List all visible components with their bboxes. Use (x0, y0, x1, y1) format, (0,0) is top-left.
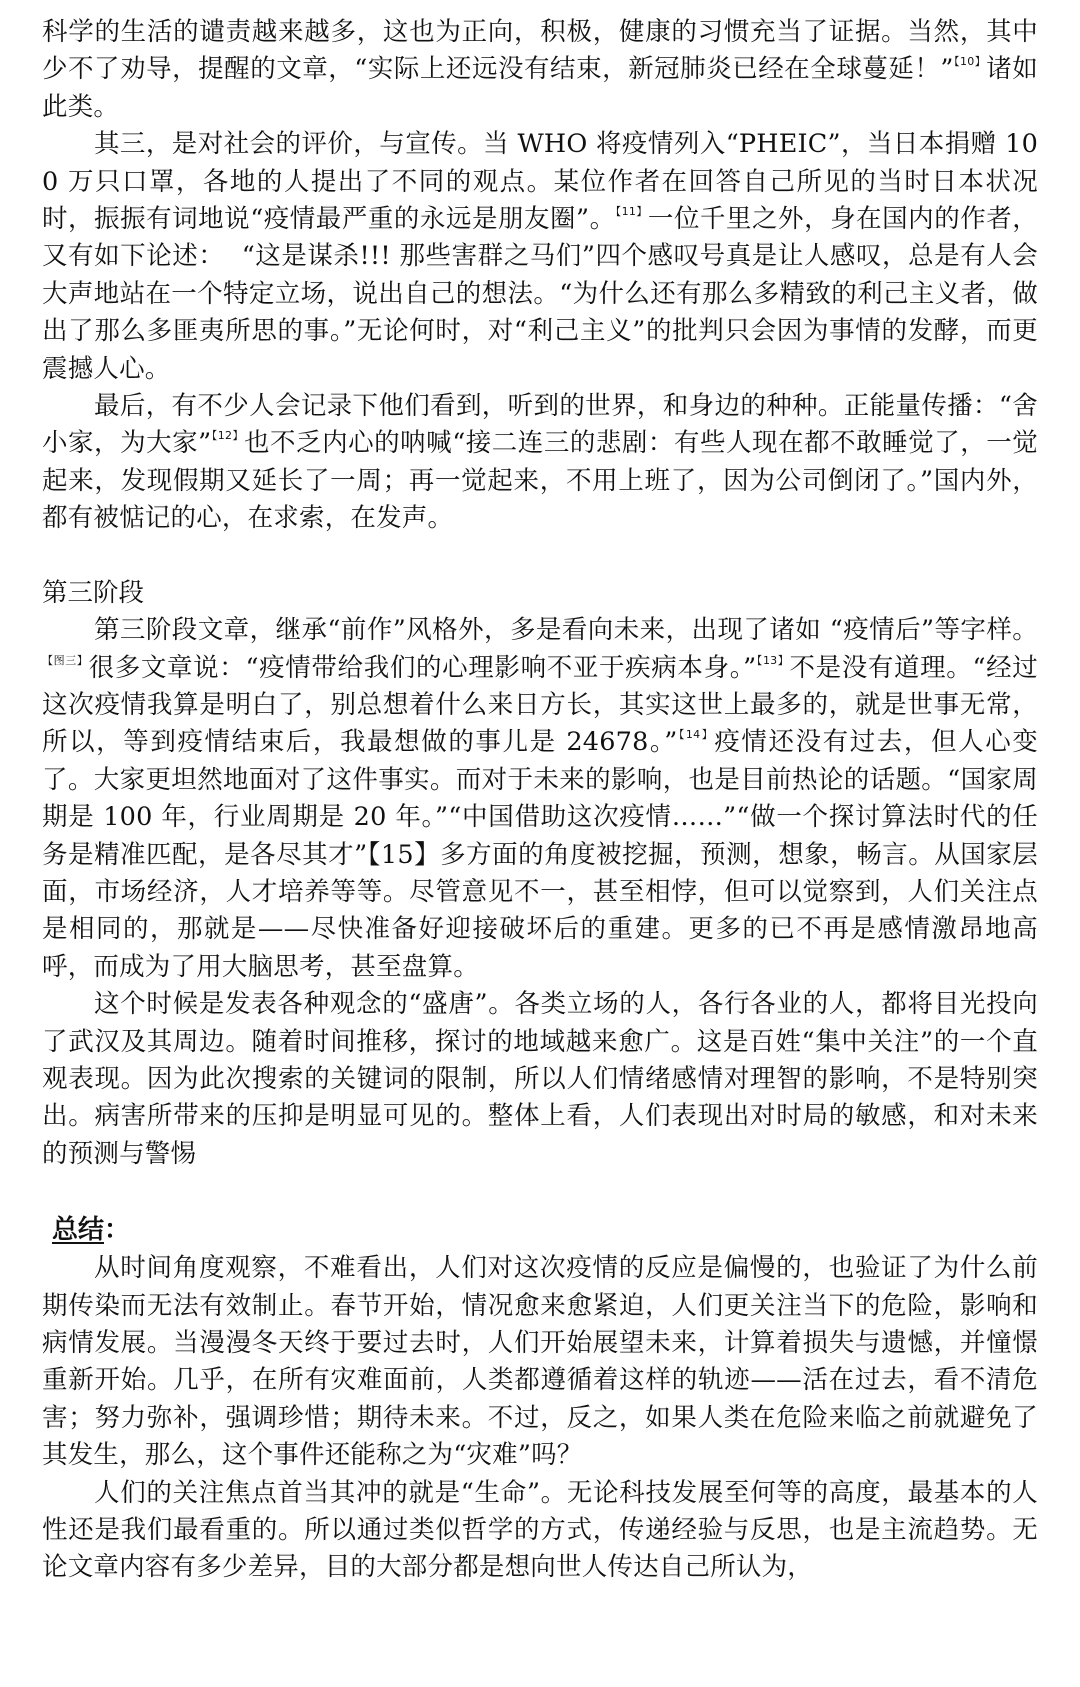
paragraph-criticism (42, 14, 1038, 126)
text-run: 第三阶段文章，继承“前作”风格外，多是看向未来，出现了诸如 “疫情后”等字样。 (94, 615, 1038, 646)
summary-heading-colon: ： (104, 1215, 131, 1246)
section-spacer (42, 1173, 1038, 1210)
text-run: 不是没有道理。“经过这次疫情我算是明白了，别总想着什么来日方长，其实这世上最多的，就是世事无常，所以，等到疫情结束后，我最想做的事儿是 24678。” (42, 652, 1038, 758)
paragraph-tang-era: 这个时候是发表各种观念的“盛唐”。各类立场的人，各行各业的人，都将目光投向了武汉及其周边。随着时间推移，探讨的地域越来愈广。这是百姓“集中关注”的一个直观表现。因为此次搜索的关键词的限制，所以人们情绪感情对理智的影响，不是特别突出。病害所带来的压抑是明显可见的。整体上看，人们表现出对时局的敏感，和对未来的预测与警惕 (42, 989, 1038, 1169)
figure-ref-3: 【图三】 (42, 653, 89, 667)
paragraph-social-evaluation (42, 126, 1038, 388)
text-run: 诸如此类。 (42, 54, 1038, 122)
paragraph-summary-life: 人们的关注焦点首当其冲的就是“生命”。无论科技发展至何等的高度，最基本的人性还是我们最看重的。所以通过类似哲学的方式，传递经验与反思，也是主流趋势。无论文章内容有多少差异，目的大部分都是想向世人传达自己所认为， (42, 1477, 1038, 1583)
text-run: 疫情还没有过去，但人心变了。大家更坦然地面对了这件事实。而对于未来的影响，也是目前热论的话题。“国家周期是 100 年，行业周期是 20 年。”“中国借助这次疫情……”“做一个探讨算法时代的任务是精准匹配，是各尽其才”【15】多方面的角度被挖掘，预测，想象，畅言。从国家层面，市场经济，人才培养等等。尽管意见不一，甚至相悖，但可以觉察到，人们关注点是相同的，那就是——尽快准备好迎接破坏后的重建。更多的已不再是感情激昂地高呼，而成为了用大脑思考，甚至盘算。 (42, 727, 1038, 982)
section-spacer (42, 538, 1038, 575)
citation-ref-11: 【11】 (615, 205, 648, 219)
summary-heading-label: 总结 (52, 1215, 105, 1246)
citation-ref-12: 【12】 (211, 429, 244, 443)
section-heading-stage-three: 第三阶段 (42, 577, 145, 608)
text-run: 一位千里之外，身在国内的作者，又有如下论述： “这是谋杀!!! 那些害群之马们”四个感叹号真是让人感叹，总是有人会大声地站在一个特定立场，说出自己的想法。“为什么还有那么多精致的利己主义者，做出了那么多匪夷所思的事。”无论何时，对“利己主义”的批判只会因为事情的发酵，而更震撼人心。 (42, 204, 1038, 384)
text-run: 科学的生活的谴责越来越多，这也为正向，积极，健康的习惯充当了证据。当然，其中少不了劝导，提醒的文章，“实际上还远没有结束，新冠肺炎已经在全球蔓延！” (42, 17, 1038, 85)
paragraph-summary-time: 从时间角度观察，不难看出，人们对这次疫情的反应是偏慢的，也验证了为什么前期传染而无法有效制止。春节开始，情况愈来愈紧迫，人们更关注当下的危险，影响和病情发展。当漫漫冬天终于要过去时，人们开始展望未来，计算着损失与遗憾，并憧憬重新开始。几乎，在所有灾难面前，人类都遵循着这样的轨迹——活在过去，看不清危害；努力弥补，强调珍惜；期待未来。不过，反之，如果人类在危险来临之前就避免了其发生，那么，这个事件还能称之为“灾难”吗？ (42, 1253, 1038, 1471)
text-run: 也不乏内心的呐喊“接二连三的悲剧：有些人现在都不敢睡觉了，一觉起来，发现假期又延长了一周；再一觉起来，不用上班了，因为公司倒闭了。”国内外，都有被惦记的心，在求索，在发声。 (42, 428, 1038, 534)
text-run: 其三，是对社会的评价，与宣传。当 WHO 将疫情列入“PHEIC”，当日本捐赠 100 万只口罩，各地的人提出了不同的观点。某位作者在回答自己所见的当时日本状况时，振振有词地说“疫情最严重的永远是朋友圈”。 (42, 129, 1038, 235)
summary-heading (52, 1210, 1038, 1250)
citation-ref-13: 【13】 (756, 653, 790, 667)
paragraph-stage-three-intro (42, 612, 1038, 986)
citation-ref-14: 【14】 (677, 728, 715, 742)
paragraph-records (42, 388, 1038, 538)
text-run: 很多文章说：“疫情带给我们的心理影响不亚于疾病本身。” (88, 652, 757, 683)
text-run: 最后，有不少人会记录下他们看到，听到的世界，和身边的种种。正能量传播：“舍小家，为大家” (42, 391, 1038, 459)
citation-ref-10: 【10】 (953, 55, 987, 69)
